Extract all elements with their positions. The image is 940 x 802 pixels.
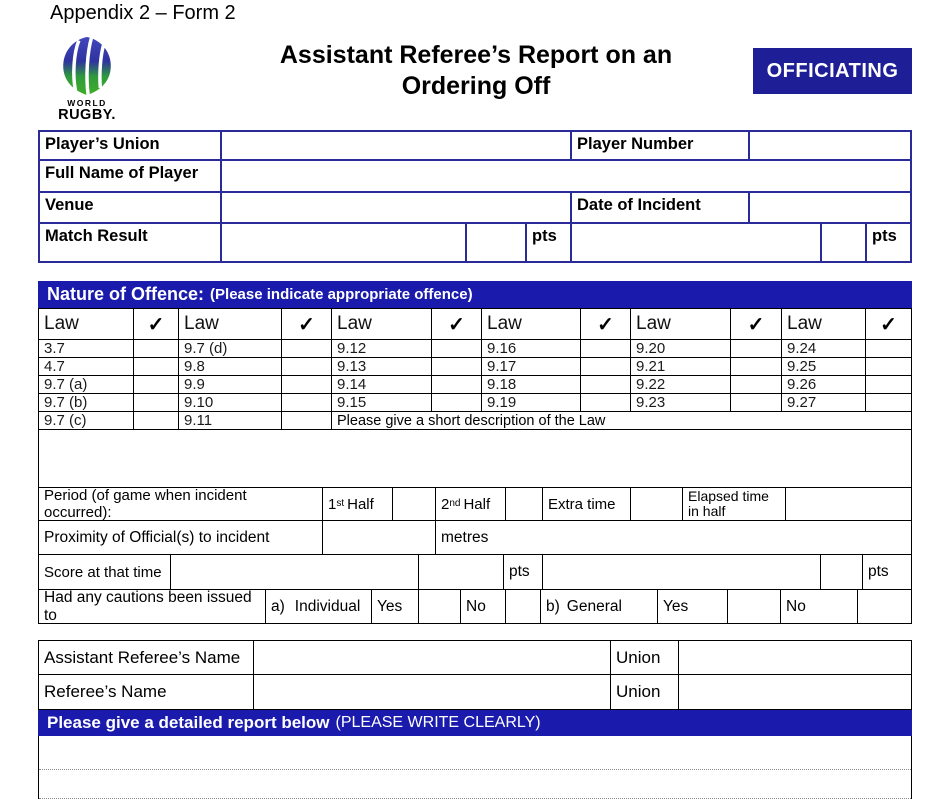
law-number: 9.21 xyxy=(631,358,731,375)
second-half-check-cell[interactable] xyxy=(506,488,543,520)
law-number: 9.7 (d) xyxy=(179,340,282,357)
detailed-report-note: (PLEASE WRITE CLEARLY) xyxy=(335,714,541,731)
general-no-label: No xyxy=(781,590,858,623)
nature-of-offence-header xyxy=(38,281,912,308)
general-yes-check-cell[interactable] xyxy=(728,590,781,623)
period-row xyxy=(39,488,911,521)
law-number: 9.15 xyxy=(332,394,432,411)
assistant-referee-row xyxy=(39,641,911,675)
law-check-cell[interactable] xyxy=(134,376,179,393)
law-number: 3.7 xyxy=(39,340,134,357)
law-column-header: Law xyxy=(332,309,432,339)
law-check-cell[interactable] xyxy=(282,412,332,429)
check-icon: ✓ xyxy=(581,309,631,339)
law-row xyxy=(39,340,911,358)
individual-yes-check-cell[interactable] xyxy=(419,590,461,623)
table-row xyxy=(40,224,910,261)
assistant-referee-name-input[interactable] xyxy=(254,641,611,674)
law-row xyxy=(39,394,911,412)
law-check-cell[interactable] xyxy=(282,358,332,375)
check-icon: ✓ xyxy=(432,309,482,339)
team-a-input[interactable] xyxy=(222,224,467,261)
pts-label: pts xyxy=(872,227,897,245)
logo-word-world: WORLD xyxy=(67,98,107,108)
law-number: 9.27 xyxy=(782,394,866,411)
period-label: Period (of game when incident occurred): xyxy=(39,488,323,520)
officials-and-report-section xyxy=(38,640,912,799)
law-number: 9.23 xyxy=(631,394,731,411)
pts-label: pts xyxy=(527,224,572,261)
first-half-check-cell[interactable] xyxy=(393,488,436,520)
law-number: 9.16 xyxy=(482,340,581,357)
nature-of-offence-section xyxy=(38,281,912,624)
law-number: 9.12 xyxy=(332,340,432,357)
referee-name-label: Referee’s Name xyxy=(39,675,254,709)
referee-name-input[interactable] xyxy=(254,675,611,709)
law-check-cell[interactable] xyxy=(282,340,332,357)
law-number: 9.7 (b) xyxy=(39,394,134,411)
law-check-cell[interactable] xyxy=(731,394,782,411)
law-check-cell[interactable] xyxy=(731,358,782,375)
first-half-label: 1 st Half xyxy=(323,488,393,520)
logo-word-rugby: RUGBY. xyxy=(58,107,116,123)
law-check-cell[interactable] xyxy=(134,412,179,429)
law-check-cell[interactable] xyxy=(866,358,911,375)
law-check-cell[interactable] xyxy=(866,376,911,393)
nature-of-offence-note: (Please indicate appropriate offence) xyxy=(210,286,473,303)
law-number: 9.19 xyxy=(482,394,581,411)
elapsed-time-input[interactable] xyxy=(786,488,911,520)
law-row xyxy=(39,412,911,430)
law-description-label: Please give a short description of the Law xyxy=(337,412,606,429)
law-check-cell[interactable] xyxy=(866,340,911,357)
union-label: Union xyxy=(611,641,679,674)
law-number: 9.25 xyxy=(782,358,866,375)
proximity-label: Proximity of Official(s) to incident xyxy=(39,521,323,554)
cautions-label: Had any cautions been issued to xyxy=(39,590,266,623)
score-label: Score at that time xyxy=(39,555,171,589)
law-check-cell[interactable] xyxy=(432,358,482,375)
law-column-header: Law xyxy=(482,309,581,339)
pts-label: pts xyxy=(868,563,889,580)
check-icon: ✓ xyxy=(282,309,332,339)
form-title-line2: Ordering Off xyxy=(401,72,551,100)
table-row xyxy=(40,193,910,224)
law-number: 9.9 xyxy=(179,376,282,393)
law-column-header: Law xyxy=(179,309,282,339)
check-icon: ✓ xyxy=(731,309,782,339)
rugby-ball-icon xyxy=(58,35,116,97)
law-number: 9.7 (c) xyxy=(39,412,134,429)
venue-label: Venue xyxy=(40,193,222,222)
nature-of-offence-title: Nature of Offence: xyxy=(47,284,205,304)
general-yes-label: Yes xyxy=(658,590,728,623)
union-label: Union xyxy=(611,675,679,709)
full-name-input[interactable] xyxy=(222,161,910,191)
law-number: 9.20 xyxy=(631,340,731,357)
table-row xyxy=(40,161,910,193)
law-description-input[interactable] xyxy=(39,430,911,487)
law-check-cell[interactable] xyxy=(134,340,179,357)
officiating-badge: OFFICIATING xyxy=(753,48,912,94)
table-row xyxy=(40,132,910,161)
law-number: 9.7 (a) xyxy=(39,376,134,393)
team-a-score-input[interactable] xyxy=(467,224,527,261)
check-icon: ✓ xyxy=(134,309,179,339)
world-rugby-logo xyxy=(45,35,129,123)
referee-union-input[interactable] xyxy=(679,675,911,709)
individual-no-label: No xyxy=(461,590,506,623)
match-result-label: Match Result xyxy=(40,224,222,261)
law-check-cell[interactable] xyxy=(432,340,482,357)
full-name-label: Full Name of Player xyxy=(40,161,222,191)
referee-row xyxy=(39,675,911,709)
law-check-cell[interactable] xyxy=(731,340,782,357)
law-number: 9.22 xyxy=(631,376,731,393)
law-check-cell[interactable] xyxy=(731,376,782,393)
law-check-cell[interactable] xyxy=(432,376,482,393)
appendix-title: Appendix 2 – Form 2 xyxy=(50,2,236,24)
pts-label: pts xyxy=(504,555,543,589)
law-check-cell[interactable] xyxy=(581,376,631,393)
law-check-cell[interactable] xyxy=(282,394,332,411)
date-of-incident-label: Date of Incident xyxy=(572,193,750,222)
venue-input[interactable] xyxy=(222,193,572,222)
assistant-referee-name-label: Assistant Referee’s Name xyxy=(39,641,254,674)
proximity-input[interactable] xyxy=(323,521,436,554)
law-number: 9.14 xyxy=(332,376,432,393)
players-union-label: Player’s Union xyxy=(40,132,222,159)
team-b-score-input[interactable] xyxy=(822,224,867,261)
score-a-points-input[interactable] xyxy=(419,555,504,589)
team-b-input[interactable] xyxy=(572,224,822,261)
law-header-row xyxy=(39,309,911,340)
law-number: 9.11 xyxy=(179,412,282,429)
individual-yes-label: Yes xyxy=(372,590,419,623)
law-check-cell[interactable] xyxy=(134,358,179,375)
law-check-cell[interactable] xyxy=(581,358,631,375)
match-info-table xyxy=(38,130,912,263)
score-team-a-input[interactable] xyxy=(171,555,419,589)
law-number: 9.10 xyxy=(179,394,282,411)
score-row xyxy=(39,555,911,590)
law-number: 9.18 xyxy=(482,376,581,393)
law-row xyxy=(39,376,911,394)
law-number: 4.7 xyxy=(39,358,134,375)
check-icon: ✓ xyxy=(880,313,897,336)
law-number: 9.17 xyxy=(482,358,581,375)
law-number: 9.8 xyxy=(179,358,282,375)
player-number-input[interactable] xyxy=(750,132,910,159)
form-title xyxy=(176,40,776,102)
cautions-row xyxy=(39,590,911,623)
officials-table xyxy=(38,640,912,710)
writing-line[interactable] xyxy=(39,736,911,770)
general-no-check-cell[interactable] xyxy=(858,590,911,623)
law-column-header: Law xyxy=(39,309,134,339)
law-check-cell[interactable] xyxy=(581,394,631,411)
score-team-b-input[interactable] xyxy=(543,555,821,589)
players-union-input[interactable] xyxy=(222,132,572,159)
individual-no-check-cell[interactable] xyxy=(506,590,541,623)
law-check-cell[interactable] xyxy=(282,376,332,393)
score-b-points-input[interactable] xyxy=(821,555,863,589)
cautions-individual-label: a) Individual xyxy=(266,590,372,623)
law-number: 9.26 xyxy=(782,376,866,393)
detailed-report-writing-area[interactable] xyxy=(38,736,912,799)
assistant-referee-union-input[interactable] xyxy=(679,641,911,674)
law-check-cell[interactable] xyxy=(432,394,482,411)
extra-time-label: Extra time xyxy=(543,488,631,520)
writing-line[interactable] xyxy=(39,770,911,799)
date-of-incident-input[interactable] xyxy=(750,193,910,222)
law-column-header: Law xyxy=(631,309,731,339)
law-table xyxy=(38,308,912,624)
cautions-general-label: b) General xyxy=(541,590,658,623)
detailed-report-title: Please give a detailed report below xyxy=(47,713,330,732)
law-number: 9.24 xyxy=(782,340,866,357)
law-check-cell[interactable] xyxy=(866,394,911,411)
proximity-row xyxy=(39,521,911,555)
player-number-label: Player Number xyxy=(572,132,750,159)
law-row xyxy=(39,358,911,376)
law-description-row xyxy=(39,430,911,488)
law-check-cell[interactable] xyxy=(581,340,631,357)
extra-time-check-cell[interactable] xyxy=(631,488,683,520)
form-title-line1: Assistant Referee’s Report on an xyxy=(279,41,673,69)
law-check-cell[interactable] xyxy=(134,394,179,411)
elapsed-time-label: Elapsed time in half xyxy=(683,488,786,520)
law-column-header: Law xyxy=(782,309,866,339)
metres-label: metres xyxy=(441,528,489,546)
law-number: 9.13 xyxy=(332,358,432,375)
second-half-label: 2 nd Half xyxy=(436,488,506,520)
detailed-report-header xyxy=(38,710,912,736)
